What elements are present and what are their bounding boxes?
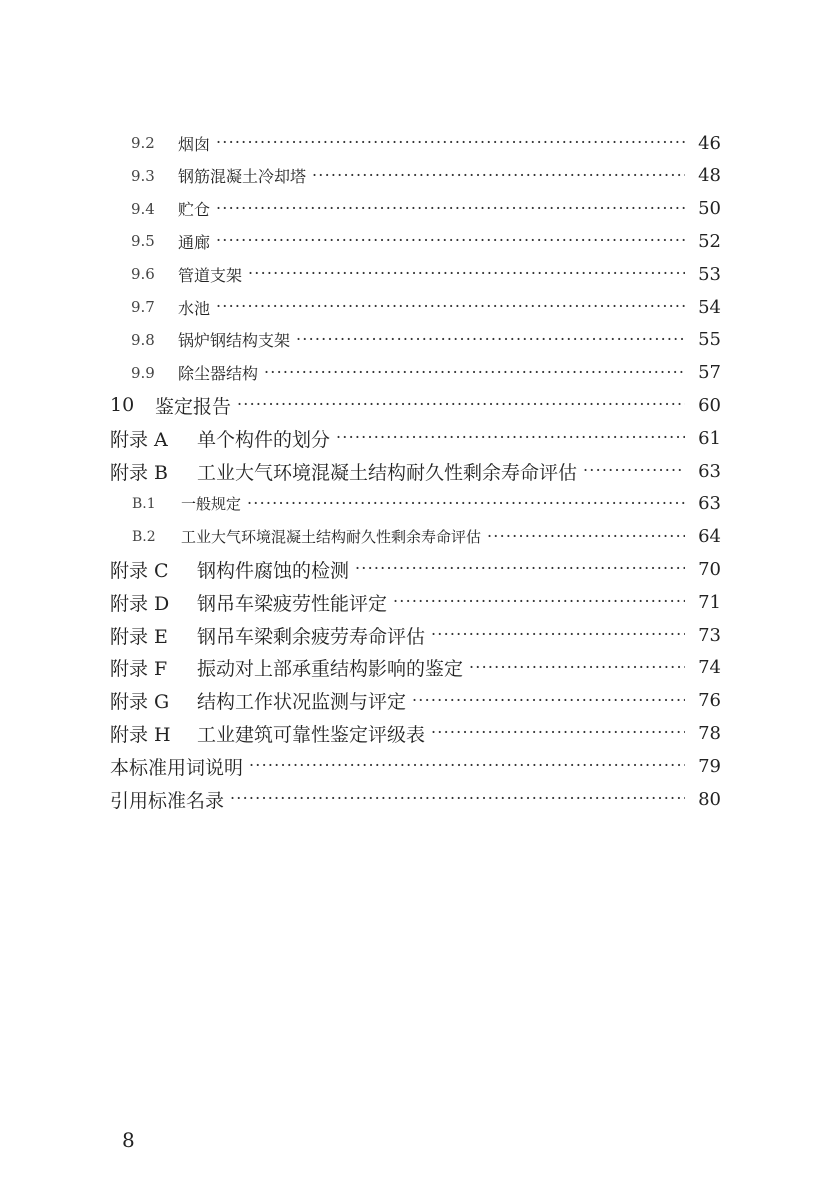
toc-entry-number: 10 — [110, 394, 135, 417]
toc-leader-dots — [216, 193, 685, 225]
toc-leader-dots — [355, 553, 685, 585]
toc-leader-dots — [393, 586, 685, 618]
toc-entry-title: 一般规定 — [181, 495, 242, 514]
toc-entry-title: 管道支架 — [178, 265, 243, 285]
toc-leader-dots — [247, 488, 685, 520]
toc-entry-title: 结构工作状况监测与评定 — [197, 691, 407, 714]
toc-entry — [0, 652, 830, 684]
toc-entry-title: 工业大气环境混凝土结构耐久性剩余寿命评估 — [197, 461, 578, 484]
toc-entry-page: 55 — [698, 329, 721, 351]
toc-entry-number: 9.7 — [131, 298, 155, 316]
toc-entry-page: 53 — [698, 263, 721, 285]
toc-entry — [0, 750, 830, 782]
toc-leader-dots — [431, 717, 685, 749]
toc-entry-number: 9.5 — [131, 232, 155, 251]
toc-entry-number: 附录 F — [110, 658, 168, 681]
toc-entry-title: 工业大气环境混凝土结构耐久性剩余寿命评估 — [181, 528, 482, 547]
toc-entry-page: 70 — [698, 558, 721, 580]
toc-entry — [0, 389, 830, 421]
toc-entry-title: 通廊 — [178, 232, 211, 252]
toc-entry-page: 73 — [698, 624, 721, 646]
toc-leader-dots — [469, 652, 685, 684]
toc-entry-title: 除尘器结构 — [178, 364, 259, 384]
toc-entry-number: 附录 E — [110, 625, 168, 648]
toc-entry-title: 烟囱 — [178, 134, 211, 154]
toc-entry-page: 57 — [698, 362, 721, 384]
toc-leader-dots — [431, 619, 685, 651]
toc-leader-dots — [249, 750, 685, 782]
toc-entry-page: 63 — [698, 460, 721, 482]
toc-entry — [0, 258, 830, 290]
toc-leader-dots — [296, 324, 685, 356]
toc-entry — [0, 127, 830, 159]
toc-entry — [0, 553, 830, 585]
toc-leader-dots — [412, 685, 685, 717]
toc-entry — [0, 521, 830, 553]
toc-entry — [0, 455, 830, 487]
toc-entry-page: 63 — [698, 493, 721, 515]
toc-leader-dots — [237, 389, 685, 421]
toc-entry-page: 78 — [698, 722, 721, 744]
toc-leader-dots — [216, 291, 685, 323]
toc-leader-dots — [216, 225, 685, 257]
toc-entry — [0, 783, 830, 815]
toc-entry-title: 钢吊车梁疲劳性能评定 — [197, 592, 388, 615]
toc-entry-number: 附录 A — [110, 428, 168, 451]
toc-entry-title: 工业建筑可靠性鉴定评级表 — [197, 723, 426, 746]
toc-leader-dots — [336, 422, 685, 454]
toc-entry-number: 9.9 — [131, 363, 155, 382]
toc-entry-page: 74 — [698, 657, 721, 679]
toc-entry-page: 52 — [698, 230, 721, 252]
toc-entry-number: 9.8 — [131, 330, 155, 349]
toc-entry — [0, 685, 830, 717]
toc-entry-number: B.2 — [132, 528, 156, 545]
toc-leader-dots — [216, 127, 685, 159]
toc-entry — [0, 291, 830, 323]
toc-leader-dots — [248, 258, 685, 290]
toc-entry-page: 60 — [698, 394, 721, 416]
toc-entry — [0, 193, 830, 225]
toc-entry-page: 64 — [698, 526, 721, 548]
toc-entry — [0, 225, 830, 257]
toc-entry-page: 46 — [698, 132, 721, 154]
toc-entry-number: 附录 C — [110, 559, 169, 582]
toc-entry-page: 48 — [698, 165, 721, 187]
toc-entry-page: 54 — [698, 296, 721, 318]
toc-entry-number: 附录 D — [110, 592, 170, 615]
toc-entry-number: 9.6 — [131, 265, 155, 284]
toc-entry-number: 附录 G — [110, 691, 170, 714]
toc-entry-title: 本标准用词说明 — [110, 756, 244, 779]
toc-entry-title: 引用标准名录 — [110, 789, 225, 812]
toc-entry-page: 71 — [698, 591, 721, 613]
toc-entry-title: 水池 — [178, 298, 211, 318]
toc-entry-title: 振动对上部承重结构影响的鉴定 — [197, 658, 464, 681]
toc-entry-title: 锅炉钢结构支架 — [178, 331, 291, 351]
toc-entry — [0, 422, 830, 454]
toc-entry — [0, 324, 830, 356]
toc-entry-page: 61 — [698, 427, 721, 449]
toc-entry-title: 单个构件的划分 — [197, 428, 331, 451]
toc-entry-page: 50 — [698, 198, 721, 220]
toc-entry — [0, 717, 830, 749]
toc-leader-dots — [583, 455, 685, 487]
toc-leader-dots — [264, 357, 685, 389]
toc-entry — [0, 160, 830, 192]
toc-entry-number: 9.2 — [131, 134, 155, 152]
toc-entry-title: 鉴定报告 — [155, 395, 232, 418]
toc-entry-page: 76 — [698, 690, 721, 712]
toc-entry — [0, 586, 830, 618]
toc-entry-number: 附录 H — [110, 723, 171, 746]
toc-entry — [0, 488, 830, 520]
toc-entry-page: 79 — [698, 755, 721, 777]
toc-leader-dots — [230, 783, 685, 815]
page-number: 8 — [122, 1128, 135, 1152]
toc-entry — [0, 357, 830, 389]
toc-entry-number: 附录 B — [110, 461, 169, 484]
toc-entry-title: 钢吊车梁剩余疲劳寿命评估 — [197, 625, 426, 648]
toc-entry-title: 钢构件腐蚀的检测 — [197, 559, 350, 582]
toc-entry-number: 9.3 — [131, 166, 155, 185]
toc-entry-number: 9.4 — [131, 199, 155, 218]
toc-entry-page: 80 — [698, 788, 721, 810]
toc-entry — [0, 619, 830, 651]
toc-leader-dots — [487, 521, 685, 553]
toc-entry-title: 钢筋混凝土冷却塔 — [178, 167, 307, 187]
toc-entry-number: B.1 — [132, 495, 156, 512]
toc-leader-dots — [312, 160, 685, 192]
toc-entry-title: 贮仓 — [178, 200, 211, 220]
